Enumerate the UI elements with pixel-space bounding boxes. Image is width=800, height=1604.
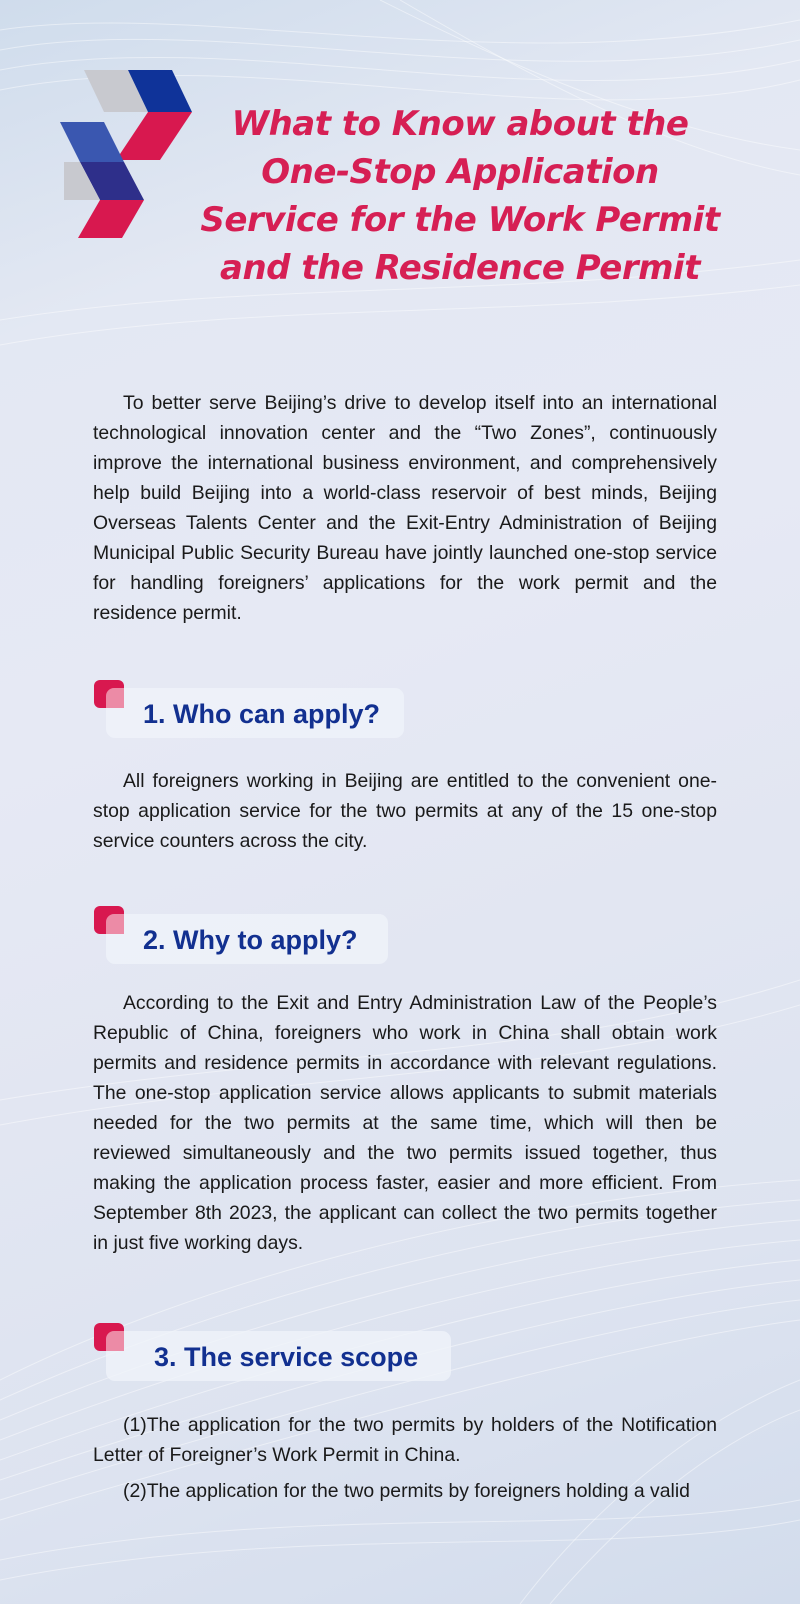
intro-paragraph [93, 388, 717, 628]
chevron-logo-icon [60, 70, 200, 240]
section-title: 3. The service scope [154, 1342, 419, 1372]
intro-text: To better serve Beijing’s drive to develop itself into an international technological innovation center and the “Two Zones”, continuously improve the international business environment, and comprehensively help build Beijing into a world-class reservoir of best minds, Beijing Overseas Talents Center and the Exit-Entry Administration of Beijing Municipal Public Security Bureau have jointly launched one-stop service for handling foreigners’ applications for the work permit and the residence permit. [93, 392, 717, 624]
section-text: According to the Exit and Entry Administration Law of the People’s Republic of China, foreigners who work in China shall obtain work permits and residence permits in accordance with relevant regulations. The one-stop application service allows applicants to submit materials needed for the two permits at the same time, which will then be reviewed simultaneously and the two permits issued together, thus making the application process faster, easier and more efficient. From September 8th 2023, the applicant can collect the two permits together in just five working days. [93, 992, 717, 1254]
section-marker-overlap [106, 914, 124, 934]
section-body-who [93, 766, 717, 856]
title-line: Service for the Work Permit [200, 200, 720, 240]
section-marker-overlap [106, 1331, 124, 1351]
title-line: and the Residence Permit [220, 248, 700, 288]
section-body-why [93, 988, 717, 1258]
section-marker-overlap [106, 688, 124, 708]
page-title [190, 100, 730, 292]
title-line: One-Stop Application [261, 152, 659, 192]
section-text: All foreigners working in Beijing are entitled to the convenient one-stop application service for the two permits at any of the 15 one-stop service counters across the city. [93, 770, 717, 852]
section-title: 1. Who can apply? [143, 699, 381, 729]
section-title: 2. Why to apply? [143, 925, 358, 955]
title-line: What to Know about the [231, 104, 689, 144]
scope-item: (1)The application for the two permits by holders of the Notification Letter of Foreigner’s Work Permit in China. [93, 1414, 717, 1466]
scope-item: (2)The application for the two permits by foreigners holding a valid [123, 1480, 690, 1502]
section-body-scope [93, 1410, 717, 1512]
